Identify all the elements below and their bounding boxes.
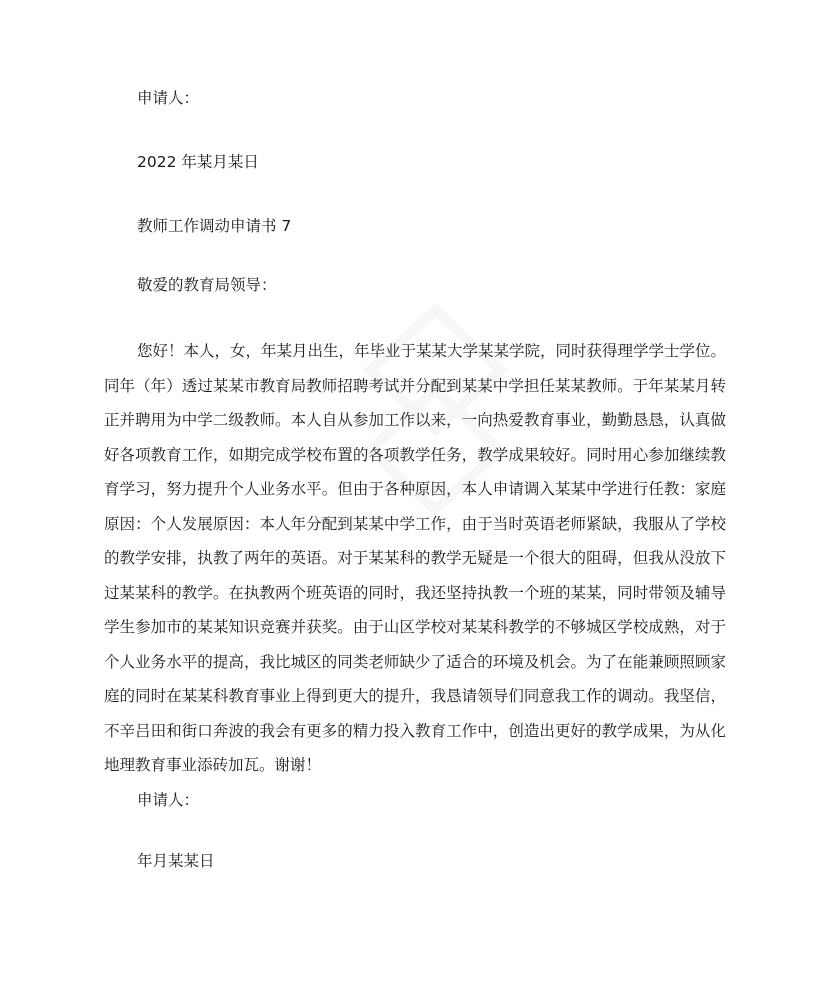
date-bottom: 年月某某日 <box>137 852 215 870</box>
applicant-label-top: 申请人： <box>137 89 200 107</box>
applicant-label-bottom: 申请人： <box>137 791 200 809</box>
date-top: 2022 年某月某日 <box>137 153 259 171</box>
salutation: 敬爱的教育局领导： <box>137 276 277 294</box>
section-title: 教师工作调动申请书 7 <box>137 217 292 235</box>
body-paragraph: 您好！本人，女，年某月出生，年毕业于某某大学某某学院，同时获得理学学士学位。同年（年）透过某某市教育局教师招聘考试并分配到某某中学担任某某教师。于年某某月转正并聘用为中学二级教师。本人自从参加工作以来，一向热爱教育事业，勤勤恳恳，认真做好各项教育工作，如期完成学校布置的各项教学任务，教学成果较好。同时用心参加继续教育学习，努力提升个人业务水平。但由于各种原因，本人申请调入某某中学进行任教：家庭原因：个人发展原因：本人年分配到某某中学工作，由于当时英语老师紧缺，我服从了学校的教学安排，执教了两年的英语。对于某某科的教学无疑是一个很大的阻碍，但我从没放下过某某科的教学。在执教两个班英语的同时，我还坚持执教一个班的某某，同时带领及辅导学生参加市的某某知识竞赛并获奖。由于山区学校对某某科教学的不够城区学校成熟，对于个人业务水平的提高，我比城区的同类老师缺少了适合的环境及机会。为了在能兼顾照顾家庭的同时在某某科教育事业上得到更大的提升，我恳请领导们同意我工作的调动。我坚信，不辛吕田和街口奔波的我会有更多的精力投入教育工作中，创造出更好的教学成果，为从化地理教育事业添砖加瓦。谢谢！ <box>104 342 727 774</box>
